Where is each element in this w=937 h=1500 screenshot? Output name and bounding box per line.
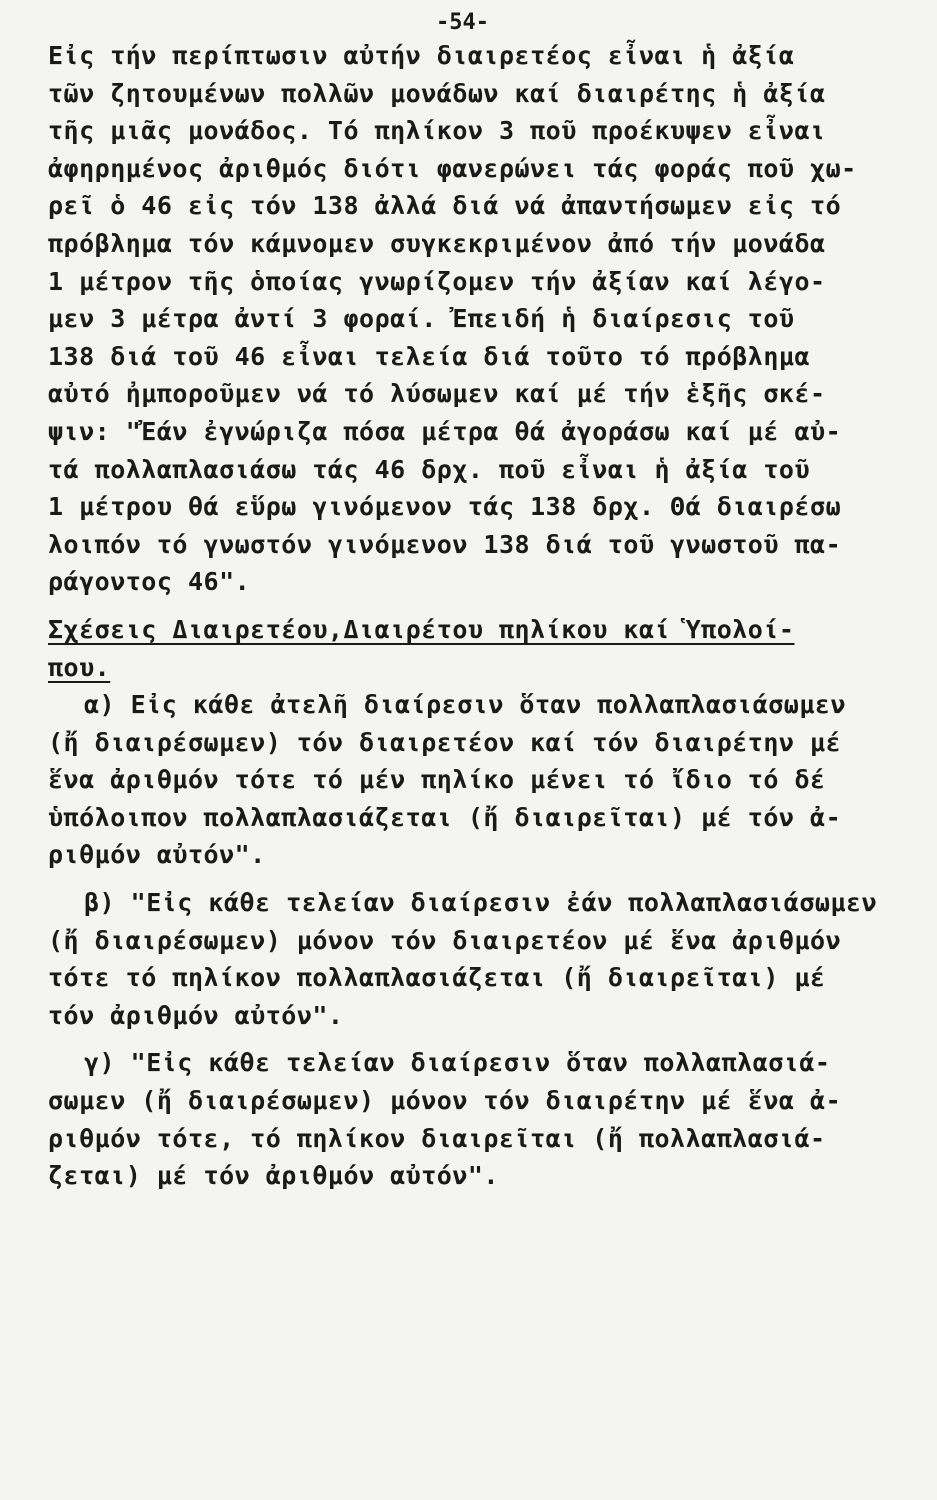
text-line: αὐτό ἠμποροῦμεν νά τό λύσωμεν καί μέ τήν ἑξῆς σκέ-: [48, 379, 826, 409]
text-line: 1 μέτρον τῆς ὁποίας γνωρίζομεν τήν ἀξίαν καί λέγο-: [48, 266, 826, 296]
text-line: μεν 3 μέτρα ἀντί 3 φοραί. Ἐπειδή ἡ διαίρεσις τοῦ: [48, 304, 795, 334]
text-line: τῆς μιᾶς μονάδος. Τό πηλίκον 3 ποῦ προέκυψεν εἶναι: [48, 116, 826, 146]
page-number: -54-: [436, 10, 489, 35]
text-line: ζεται) μέ τόν ἀριθμόν αὐτόν".: [48, 1161, 499, 1191]
text-line: τόν ἀριθμόν αὐτόν".: [48, 1000, 344, 1030]
heading-line: Σχέσεις Διαιρετέου,Διαιρέτου πηλίκου καί Ὑπολοί-: [48, 614, 795, 644]
rule-c: [48, 1044, 877, 1194]
text-line: ψιν: "Ἐάν ἐγνώριζα πόσα μέτρα θά ἀγοράσω καί μέ αὐ-: [48, 416, 842, 446]
text-line: τότε τό πηλίκον πολλαπλασιάζεται (ἤ διαιρεῖται) μέ: [48, 963, 826, 993]
text-line: τά πολλαπλασιάσω τάς 46 δρχ. ποῦ εἶναι ἡ ἀξία τοῦ: [48, 454, 811, 484]
text-line: Εἰς τήν περίπτωσιν αὐτήν διαιρετέος εἶναι ἡ ἀξία: [48, 41, 795, 70]
text-line: ἕνα ἀριθμόν τότε τό μέν πηλίκο μένει τό ἴδιο τό δέ: [48, 765, 826, 795]
text-line: (ἤ διαιρέσωμεν) μόνον τόν διαιρετέον μέ ἕνα ἀριθμόν: [48, 925, 842, 955]
text-line: γ) "Εἰς κάθε τελείαν διαίρεσιν ὅταν πολλαπλασιά-: [84, 1048, 831, 1078]
text-line: ὑπόλοιπον πολλαπλασιάζεται (ἤ διαιρεῖται) μέ τόν ἀ-: [48, 802, 842, 832]
text-line: ρεῖ ὁ 46 εἰς τόν 138 ἀλλά διά νά ἀπαντήσωμεν εἰς τό: [48, 191, 842, 221]
text-line: λοιπόν τό γνωστόν γινόμενον 138 διά τοῦ γνωστοῦ πα-: [48, 529, 842, 559]
text-line: 138 διά τοῦ 46 εἶναι τελεία διά τοῦτο τό πρόβλημα: [48, 341, 811, 371]
text-line: τῶν ζητουμένων πολλῶν μονάδων καί διαιρέτης ἡ ἀξία: [48, 78, 826, 108]
text-line: πρόβλημα τόν κάμνομεν συγκεκριμένον ἀπό τήν μονάδα: [48, 228, 826, 258]
text-line: β) "Εἰς κάθε τελείαν διαίρεσιν ἐάν πολλαπλασιάσωμεν: [84, 888, 878, 918]
text-line: ριθμόν αὐτόν".: [48, 840, 266, 870]
rule-b: [48, 884, 877, 1034]
rule-a: [48, 686, 877, 874]
text-line: σωμεν (ἤ διαιρέσωμεν) μόνον τόν διαιρέτην μέ ἕνα ἀ-: [48, 1086, 842, 1116]
text-line: 1 μέτρου θά εὕρω γινόμενον τάς 138 δρχ. Θά διαιρέσω: [48, 492, 842, 522]
section-heading: [48, 611, 877, 686]
text-line: (ἤ διαιρέσωμεν) τόν διαιρετέον καί τόν διαιρέτην μέ: [48, 727, 842, 757]
text-line: ράγοντος 46".: [48, 567, 251, 597]
intro-paragraph: [48, 37, 877, 601]
heading-line: που.: [48, 652, 111, 682]
text-line: ἀφηρημένος ἀριθμός διότι φανερώνει τάς φοράς ποῦ χω-: [48, 153, 857, 183]
text-line: α) Εἰς κάθε ἀτελῆ διαίρεσιν ὅταν πολλαπλασιάσωμεν: [84, 690, 847, 720]
text-line: ριθμόν τότε, τό πηλίκον διαιρεῖται (ἤ πολλαπλασιά-: [48, 1123, 826, 1153]
